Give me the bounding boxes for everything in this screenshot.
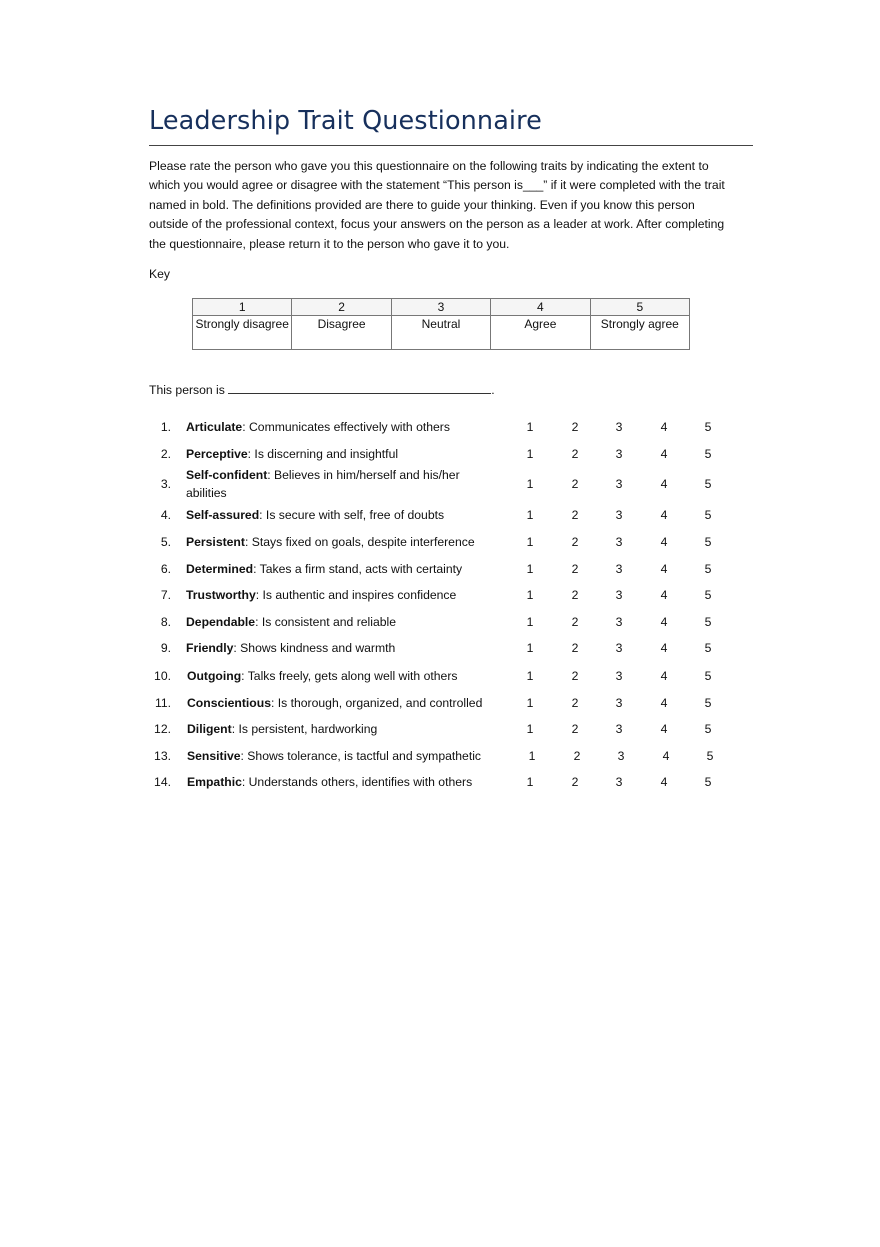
page-title: Leadership Trait Questionnaire [149,106,542,136]
rating-option-2[interactable]: 2 [571,775,579,789]
key-label-cell: Disagree [292,316,391,350]
trait-definition: : Is secure with self, free of doubts [259,508,445,522]
rating-option-4[interactable]: 4 [660,477,668,491]
item-number: 8. [160,615,171,629]
trait-name: Conscientious [187,696,271,710]
prompt-end: . [491,383,495,397]
rating-option-5[interactable]: 5 [704,641,712,655]
trait-definition: : Shows kindness and warmth [233,641,396,655]
rating-option-1[interactable]: 1 [526,447,534,461]
rating-option-5[interactable]: 5 [706,749,714,763]
rating-option-3[interactable]: 3 [615,775,623,789]
rating-option-1[interactable]: 1 [526,696,534,710]
key-value: 5 [590,299,689,316]
key-label-cell: Neutral [391,316,490,350]
trait-name: Diligent [187,722,232,736]
rating-option-3[interactable]: 3 [615,447,623,461]
rating-option-5[interactable]: 5 [704,696,712,710]
item-description [187,773,487,791]
trait-name: Determined [186,562,254,576]
trait-name: Articulate [186,420,243,434]
rating-option-5[interactable]: 5 [704,562,712,576]
rating-key-table [192,298,690,350]
item-number: 12. [154,722,171,736]
item-description [187,720,487,738]
trait-name: Empathic [187,775,242,789]
item-number: 10. [154,669,171,683]
prompt-blank-line[interactable] [228,383,491,394]
trait-name: Friendly [186,641,234,655]
rating-option-2[interactable]: 2 [571,508,579,522]
rating-option-3[interactable]: 3 [615,477,623,491]
rating-option-1[interactable]: 1 [526,420,534,434]
item-number: 4. [160,508,171,522]
item-number: 11. [154,696,171,710]
item-number: 5. [160,535,171,549]
rating-option-1[interactable]: 1 [526,588,534,602]
intro-paragraph: Please rate the person who gave you this questionnaire on the following traits by indicating the extent to which you would agree or disagree with the statement “This person is___” if it were completed with the trait named in bold. The definitions provided are there to guide your thinking. Even if you know this person outside of the professional context, focus your answers on the person as a leader at work. After completing the questionnaire, please return it to the person who gave it to you. [149,159,725,251]
rating-option-1[interactable]: 1 [528,749,536,763]
rating-option-1[interactable]: 1 [526,775,534,789]
rating-option-2[interactable]: 2 [571,641,579,655]
item-number: 1. [160,420,171,434]
trait-definition: : Shows tolerance, is tactful and sympathetic [240,749,482,763]
title-divider [149,145,753,146]
item-description [186,560,486,578]
rating-option-2[interactable]: 2 [571,615,579,629]
item-description [186,506,486,524]
rating-option-5[interactable]: 5 [704,615,712,629]
rating-option-1[interactable]: 1 [526,562,534,576]
rating-option-4[interactable]: 4 [660,535,668,549]
item-description [187,667,487,685]
rating-option-4[interactable]: 4 [660,669,668,683]
rating-option-1[interactable]: 1 [526,722,534,736]
rating-option-2[interactable]: 2 [571,588,579,602]
trait-name: Perceptive [186,447,248,461]
key-label-cell: Agree [491,316,590,350]
key-value: 1 [193,299,292,316]
trait-name: Trustworthy [186,588,256,602]
trait-name: Dependable [186,615,256,629]
rating-option-3[interactable]: 3 [615,696,623,710]
rating-option-3[interactable]: 3 [615,669,623,683]
rating-option-4[interactable]: 4 [660,420,668,434]
item-description [186,466,486,502]
trait-name: Outgoing [187,669,242,683]
trait-definition: : Is discerning and insightful [247,447,399,461]
rating-option-3[interactable]: 3 [615,588,623,602]
item-description [186,639,486,657]
trait-name: Self-confident [186,468,268,482]
trait-name: Persistent [186,535,245,549]
rating-option-1[interactable]: 1 [526,615,534,629]
rating-option-3[interactable]: 3 [615,722,623,736]
rating-option-4[interactable]: 4 [660,588,668,602]
item-number: 3. [160,477,171,491]
key-label-cell: Strongly agree [590,316,689,350]
rating-option-4[interactable]: 4 [660,562,668,576]
trait-definition: : Is consistent and reliable [255,615,397,629]
trait-definition: : Is authentic and inspires confidence [255,588,457,602]
rating-option-4[interactable]: 4 [660,508,668,522]
rating-option-1[interactable]: 1 [526,535,534,549]
rating-option-5[interactable]: 5 [704,588,712,602]
key-value: 3 [391,299,490,316]
rating-option-2[interactable]: 2 [571,722,579,736]
rating-option-1[interactable]: 1 [526,477,534,491]
rating-option-4[interactable]: 4 [660,722,668,736]
rating-option-2[interactable]: 2 [571,420,579,434]
item-description [186,445,486,463]
rating-option-3[interactable]: 3 [617,749,625,763]
item-description [186,586,486,604]
rating-option-4[interactable]: 4 [660,641,668,655]
trait-definition: : Stays fixed on goals, despite interference [244,535,475,549]
rating-option-5[interactable]: 5 [704,535,712,549]
trait-definition: : Takes a firm stand, acts with certainty [253,562,463,576]
key-values-row [193,299,690,316]
rating-option-4[interactable]: 4 [660,447,668,461]
rating-option-1[interactable]: 1 [526,641,534,655]
item-number: 13. [154,749,171,763]
key-value: 2 [292,299,391,316]
rating-option-1[interactable]: 1 [526,669,534,683]
rating-option-3[interactable]: 3 [615,615,623,629]
rating-option-3[interactable]: 3 [615,535,623,549]
rating-option-3[interactable]: 3 [615,508,623,522]
key-label-cell: Strongly disagree [193,316,292,350]
item-description [186,613,486,631]
key-label: Key [149,267,171,281]
rating-option-5[interactable]: 5 [704,447,712,461]
rating-option-3[interactable]: 3 [615,420,623,434]
item-number: 14. [154,775,171,789]
rating-option-4[interactable]: 4 [660,696,668,710]
item-description [186,533,486,551]
rating-option-4[interactable]: 4 [660,615,668,629]
trait-definition: : Believes in him/herself and his/her abilities [186,468,460,500]
item-number: 2. [160,447,171,461]
prompt-text: This person is [149,383,229,397]
trait-name: Self-assured [186,508,260,522]
item-number: 6. [160,562,171,576]
rating-option-2[interactable]: 2 [571,562,579,576]
trait-definition: : Talks freely, gets along well with others [241,669,458,683]
trait-definition: : Communicates effectively with others [242,420,450,434]
item-description [187,694,487,712]
statement-prompt [149,383,495,397]
item-description [187,747,487,765]
rating-option-2[interactable]: 2 [571,696,579,710]
rating-option-5[interactable]: 5 [704,420,712,434]
rating-option-5[interactable]: 5 [704,508,712,522]
rating-option-2[interactable]: 2 [573,749,581,763]
key-labels-row [193,316,690,350]
item-description [186,418,486,436]
rating-option-2[interactable]: 2 [571,477,579,491]
trait-definition: : Is persistent, hardworking [231,722,378,736]
rating-option-3[interactable]: 3 [615,641,623,655]
trait-definition: : Understands others, identifies with others [241,775,473,789]
rating-option-2[interactable]: 2 [571,447,579,461]
item-number: 7. [160,588,171,602]
rating-option-1[interactable]: 1 [526,508,534,522]
rating-option-5[interactable]: 5 [704,477,712,491]
rating-option-4[interactable]: 4 [660,775,668,789]
rating-option-5[interactable]: 5 [704,669,712,683]
item-number: 9. [160,641,171,655]
trait-name: Sensitive [187,749,241,763]
rating-option-2[interactable]: 2 [571,669,579,683]
rating-option-5[interactable]: 5 [704,722,712,736]
rating-option-2[interactable]: 2 [571,535,579,549]
key-value: 4 [491,299,590,316]
rating-option-3[interactable]: 3 [615,562,623,576]
rating-option-5[interactable]: 5 [704,775,712,789]
trait-definition: : Is thorough, organized, and controlled [270,696,483,710]
rating-option-4[interactable]: 4 [662,749,670,763]
